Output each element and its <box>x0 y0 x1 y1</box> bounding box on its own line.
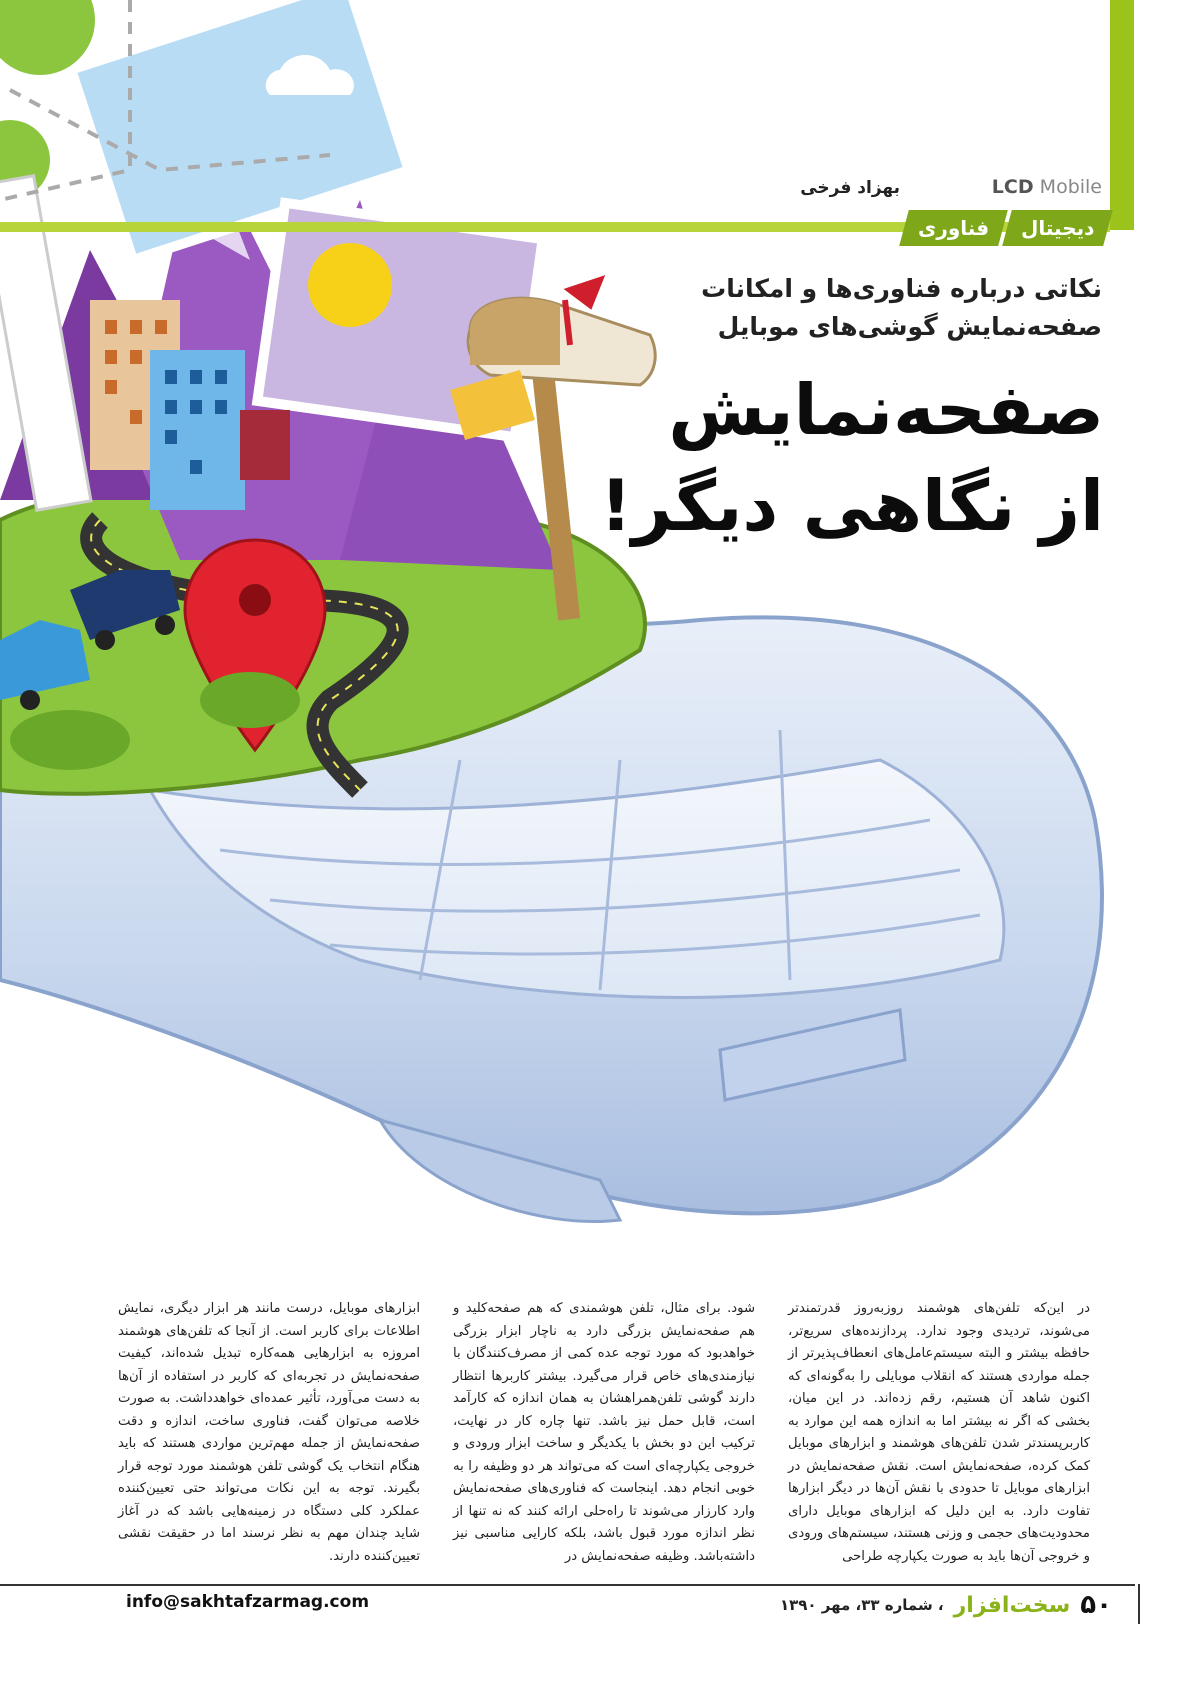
body-column-2: شود. برای مثال، تلفن هوشمندی که هم صفحه‌کلید و هم صفحه‌نمایش بزرگی دارد به ناچار ابزار بزرگی خواهدبود که مورد توجه عده کمی از مصرف‌کنندگان با نیازمندی‌های خاص قرار می‌گیرد. بیشتر کاربرها انتظار دارند گوشی تلفن‌همراهشان به همان اندازه که کارآمد است، قابل حمل نیز باشد. تنها چاره کار در نهایت، ترکیب این دو بخش با یکدیگر و ساخت ابزار ورودی و خروجی یکپارچه‌ای است که می‌تواند هر دو وظیفه را به خوبی انجام دهد. اینجاست که فناوری‌های صفحه‌نمایش وارد کارزار می‌شوند تا راه‌حلی ارائه کنند که نه تنها از نظر اندازه مورد قبول باشد، بلکه کارایی مناسبی نیز داشته‌باشد. وظیفه صفحه‌نمایش در <box>453 1301 755 1564</box>
contact-email-link[interactable]: info@sakhtafzarmag.com <box>126 1592 370 1612</box>
category-tags <box>900 208 1108 248</box>
issue-details: ، شماره ۳۳، مهر ۱۳۹۰ <box>779 1596 944 1614</box>
body-column-3: ابزارهای موبایل، درست مانند هر ابزار دیگری، نمایش اطلاعات برای کاربر است. از آنجا که تلفن‌های هوشمند امروزه به ابزارهایی همه‌کاره تبدیل شده‌اند، کیفیت صفحه‌نمایش در تجربه‌ای که کاربر در استفاده از آن‌ها به دست می‌آورد، تأثیر عمده‌ای خواهدداشت. به صورت خلاصه می‌توان گفت، فناوری ساخت، اندازه و دقت صفحه‌نمایش از جمله مهم‌ترین مواردی هستند که باید هنگام انتخاب یک گوشی تلفن هوشمند مورد توجه قرار بگیرند. توجه به این نکات می‌تواند حتی تعیین‌کننده عملکرد کلی دستگاه در زمینه‌هایی باشد که در آغاز شاید چندان مهم به نظر نرسند اما در حقیقت نقشی تعیین‌کننده دارند. <box>118 1301 420 1564</box>
page-number: ۵۰ <box>1080 1590 1112 1620</box>
footer-rule <box>0 1584 1135 1586</box>
issue-info <box>780 1590 1112 1620</box>
sun <box>308 243 392 327</box>
author-name: بهزاد فرخی <box>800 178 900 198</box>
building-red <box>240 410 290 480</box>
tag-digital[interactable]: دیجیتال <box>1002 210 1113 246</box>
article-subtitle: نکاتی درباره فناوری‌ها و امکانات صفحه‌نمایش گوشی‌های موبایل <box>701 274 1102 341</box>
series-label <box>992 176 1102 198</box>
footer-corner <box>1118 1584 1140 1624</box>
side-accent-bar <box>1110 0 1134 230</box>
body-column-1: در این‌که تلفن‌های هوشمند روزبه‌روز قدرتمندتر می‌شوند، تردیدی وجود ندارد. پردازنده‌های سریع‌تر، حافظه بیشتر و البته سیستم‌عامل‌های انعطاف‌پذیرتر از جمله مواردی هستند که انقلاب موبایلی را به‌گونه‌ای که اکنون شاهد آن هستیم، رقم زده‌اند. در این میان، بخشی که اگر نه بیشتر اما به اندازه همه این موارد به کاربرپسندتر شدن تلفن‌های هوشمند و ابزارهای موبایل کمک کرده، صفحه‌نمایش است. نقش صفحه‌نمایش در ابزارهای موبایل تا حدودی با نقش آن‌ها در دیگر ابزارها تفاوت دارد. به این دلیل که ابزارهای موبایل دارای محدودیت‌های حجمی و وزنی هستند، سیستم‌های ورودی و خروجی آن‌ها باید به صورت یکپارچه طراحی <box>788 1301 1090 1564</box>
title-line-2: از نگاهی دیگر! <box>599 465 1104 547</box>
article-body <box>118 1298 1090 1570</box>
tag-technology[interactable]: فناوری <box>899 210 1008 246</box>
title-line-1: صفحه‌نمایش <box>668 369 1104 451</box>
article-title <box>544 362 1104 554</box>
series-lcd: LCD <box>991 176 1034 198</box>
series-mobile: Mobile <box>1039 176 1102 198</box>
magazine-logo: سخت‌افزار <box>953 1592 1071 1618</box>
